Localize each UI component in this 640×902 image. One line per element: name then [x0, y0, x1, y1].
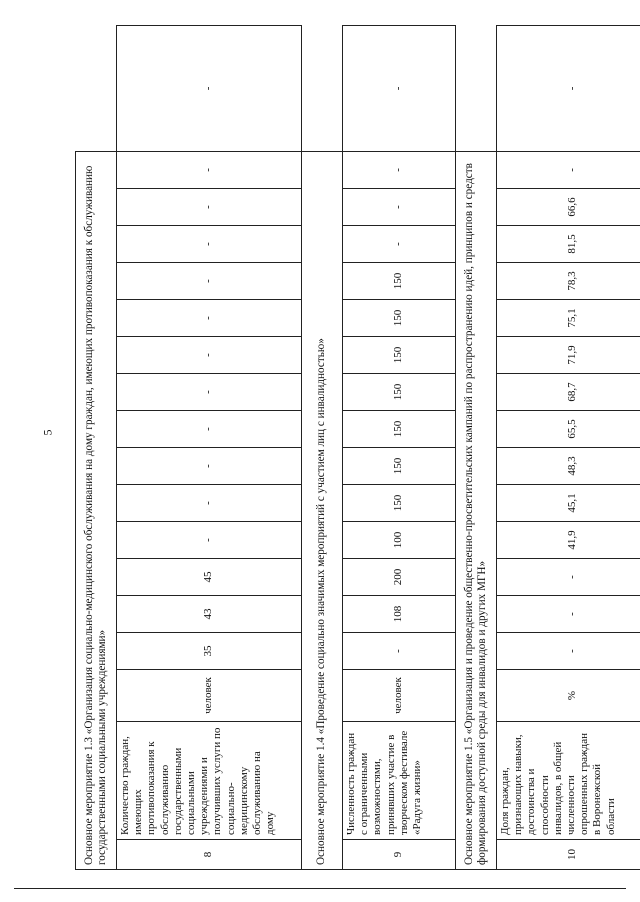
section-title: Основное мероприятие 1.3 «Организация социально-медицинского обслуживания на дому граждан, имеющих противопоказания к обслуживанию государственными социальными учреждениями» — [76, 151, 117, 869]
indicator-name: Количество граждан, имеющих противопоказания к обслуживанию государственными социальными учреждениями и получивших услуги по социально-медицинскому обслуживанию на дому — [117, 722, 302, 840]
value-cell: - — [117, 26, 302, 152]
section-row — [76, 26, 117, 870]
value-cell: - — [117, 411, 302, 448]
value-cell: - — [117, 300, 302, 337]
value-cell: 150 — [343, 485, 456, 522]
value-cell: - — [497, 633, 640, 670]
table-body — [76, 26, 640, 870]
indicators-table — [75, 25, 640, 870]
row-number: 10 — [497, 840, 640, 870]
value-cell: 100 — [343, 522, 456, 559]
page-number: 5 — [40, 429, 55, 436]
unit-cell: человек — [117, 670, 302, 722]
value-cell: - — [117, 151, 302, 188]
value-cell: - — [343, 151, 456, 188]
value-cell: 45,1 — [497, 485, 640, 522]
value-cell: 150 — [343, 374, 456, 411]
table-row — [117, 26, 302, 870]
value-cell: - — [343, 633, 456, 670]
value-cell: - — [497, 26, 640, 152]
value-cell: 48,3 — [497, 448, 640, 485]
value-cell: - — [343, 189, 456, 226]
value-cell: 75,1 — [497, 300, 640, 337]
table-row — [497, 26, 640, 870]
value-cell: 150 — [343, 263, 456, 300]
value-cell: - — [343, 26, 456, 152]
value-cell: - — [117, 337, 302, 374]
bottom-rule — [14, 888, 626, 889]
value-cell: - — [497, 559, 640, 596]
value-cell: 41,9 — [497, 522, 640, 559]
section-title: Основное мероприятие 1.5 «Организация и проведение общественно-просветительских кампаний по распространению идей, принципов и средств формирования доступной среды для инвалидов и других МГН» — [456, 151, 497, 869]
row-number: 9 — [343, 840, 456, 870]
value-cell: 150 — [343, 448, 456, 485]
value-cell: 150 — [343, 411, 456, 448]
value-cell: 45 — [117, 559, 302, 596]
value-cell: 108 — [343, 596, 456, 633]
value-cell: 66,6 — [497, 189, 640, 226]
value-cell: 65,5 — [497, 411, 640, 448]
value-cell: 43 — [117, 596, 302, 633]
value-cell: - — [497, 596, 640, 633]
row-number: 8 — [117, 840, 302, 870]
value-cell: - — [117, 485, 302, 522]
value-cell: 71,9 — [497, 337, 640, 374]
value-cell: - — [497, 151, 640, 188]
value-cell: 35 — [117, 633, 302, 670]
value-cell: - — [117, 263, 302, 300]
value-cell: 150 — [343, 300, 456, 337]
value-cell: - — [117, 522, 302, 559]
section-title: Основное мероприятие 1.4 «Проведение социально значимых мероприятий с участием лиц с инвалидностью» — [302, 151, 343, 869]
unit-cell: % — [497, 670, 640, 722]
value-cell: 78,3 — [497, 263, 640, 300]
value-cell: - — [117, 189, 302, 226]
rotated-table-wrapper — [75, 25, 640, 870]
value-cell: - — [117, 226, 302, 263]
value-cell: - — [117, 448, 302, 485]
value-cell: 81,5 — [497, 226, 640, 263]
value-cell: - — [343, 226, 456, 263]
value-cell: 68,7 — [497, 374, 640, 411]
section-row — [302, 26, 343, 870]
table-row — [343, 26, 456, 870]
unit-cell: человек — [343, 670, 456, 722]
value-cell: - — [117, 374, 302, 411]
indicator-name: Численность граждан с ограниченными возможностями, принявших участие в творческом фестивале «Радуга жизни» — [343, 722, 456, 840]
section-row — [456, 26, 497, 870]
indicator-name: Доля граждан, признающих навыки, достоинства и способности инвалидов, в общей численности опрошенных граждан в Воронежской области — [497, 722, 640, 840]
value-cell: 200 — [343, 559, 456, 596]
value-cell: 150 — [343, 337, 456, 374]
